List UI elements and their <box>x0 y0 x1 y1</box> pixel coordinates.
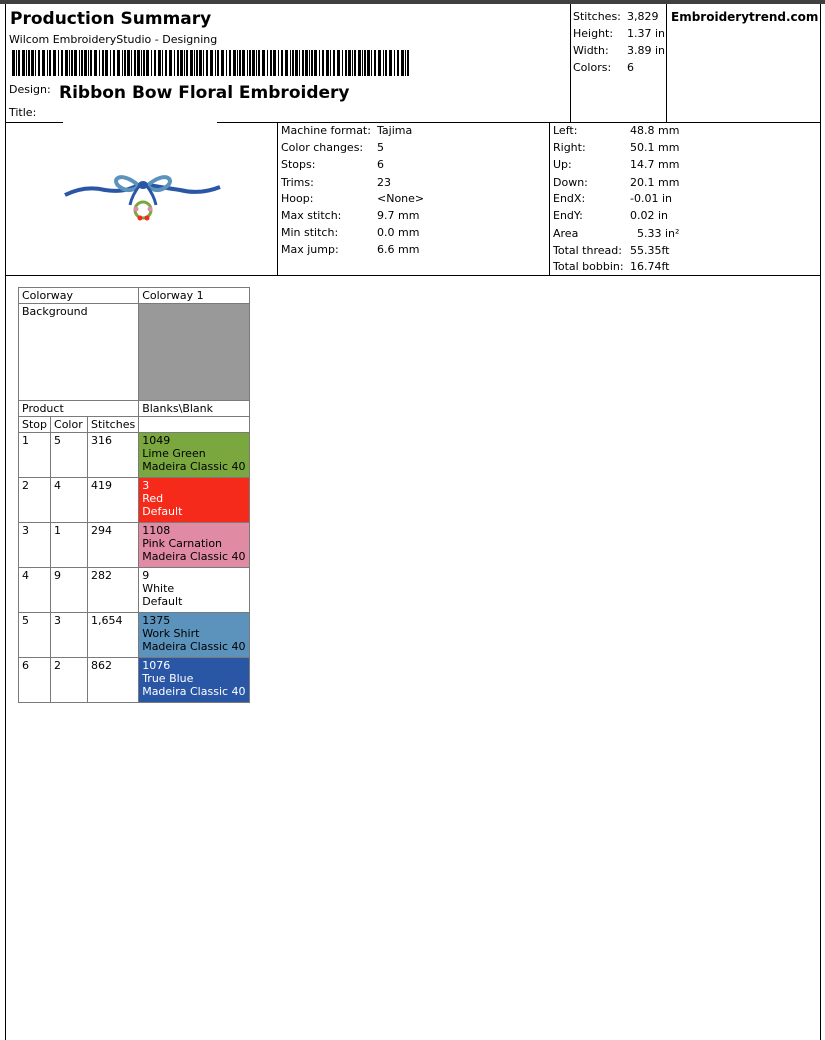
down-value: 20.1 mm <box>630 176 680 189</box>
background-row <box>19 304 250 401</box>
barcode-bar <box>342 50 343 76</box>
design-label: Design: <box>9 83 51 96</box>
barcode-bar <box>154 50 156 76</box>
barcode-bar <box>299 50 300 76</box>
endx-label: EndX: <box>553 192 586 205</box>
barcode-bar <box>362 50 363 76</box>
thread-brand: Madeira Classic 40 <box>142 685 246 698</box>
barcode-bar <box>354 50 356 76</box>
trims-label: Trims: <box>281 176 314 189</box>
barcode-bar <box>352 50 353 76</box>
barcode-bar <box>35 50 36 76</box>
title-gap <box>63 122 217 123</box>
column-header-row <box>19 417 250 433</box>
barcode-bar <box>146 50 149 76</box>
table-row <box>19 658 250 703</box>
table-row <box>19 433 250 478</box>
barcode-bar <box>383 50 384 76</box>
colorway-header-row <box>19 288 250 304</box>
barcode-bar <box>110 50 111 76</box>
barcode-bar <box>226 50 227 76</box>
product-value: Blanks\Blank <box>139 401 250 417</box>
stop-cell: 4 <box>19 568 51 613</box>
thread-swatch <box>139 568 250 613</box>
barcode-bar <box>102 50 104 76</box>
colorway-value: Colorway 1 <box>139 288 250 304</box>
stop-column-header: Stop <box>19 417 51 433</box>
endy-value: 0.02 in <box>630 209 669 222</box>
barcode-bar <box>18 50 20 76</box>
stop-cell: 5 <box>19 613 51 658</box>
barcode-bar <box>71 50 73 76</box>
thread-code: 1049 <box>142 434 171 447</box>
barcode-bar <box>127 50 130 76</box>
barcode-bar <box>273 50 276 76</box>
height-label: Height: <box>573 27 614 40</box>
page-right-border <box>820 4 821 1040</box>
machine-format-value: Tajima <box>377 124 413 137</box>
stop-cell: 2 <box>19 478 51 523</box>
barcode-bar <box>358 50 361 76</box>
barcode-bar <box>221 50 224 76</box>
product-row <box>19 401 250 417</box>
stop-cell: 6 <box>19 658 51 703</box>
thread-code: 1375 <box>142 614 171 627</box>
color-cell: 3 <box>51 613 88 658</box>
max-jump-value: 6.6 mm <box>377 243 420 256</box>
barcode-bar <box>177 50 179 76</box>
thread-swatch <box>139 523 250 568</box>
colors-label: Colors: <box>573 61 612 74</box>
barcode-bar <box>194 50 195 76</box>
left-value: 48.8 mm <box>630 124 680 137</box>
barcode-bar <box>262 50 265 76</box>
barcode-bar <box>367 50 370 76</box>
max-jump-label: Max jump: <box>281 243 339 256</box>
color-cell: 9 <box>51 568 88 613</box>
barcode-bar <box>371 50 372 76</box>
stitches-cell: 419 <box>88 478 139 523</box>
thread-swatch <box>139 658 250 703</box>
barcode-bar <box>199 50 202 76</box>
area-label: Area <box>553 227 579 240</box>
hoop-label: Hoop: <box>281 192 314 205</box>
barcode-bar <box>258 50 260 76</box>
max-stitch-label: Max stitch: <box>281 209 342 222</box>
barcode <box>12 50 410 76</box>
color-cell: 2 <box>51 658 88 703</box>
barcode-bar <box>364 50 366 76</box>
color-changes-label: Color changes: <box>281 141 364 154</box>
thread-swatch <box>139 478 250 523</box>
page-title: Production Summary <box>10 9 212 29</box>
max-stitch-value: 9.7 mm <box>377 209 420 222</box>
barcode-bar <box>190 50 193 76</box>
thread-brand: Madeira Classic 40 <box>142 460 246 473</box>
thread-name: Lime Green <box>142 447 206 460</box>
barcode-bar <box>203 50 204 76</box>
right-label: Right: <box>553 141 586 154</box>
up-value: 14.7 mm <box>630 158 680 171</box>
barcode-bar <box>242 50 245 76</box>
barcode-bar <box>26 50 27 76</box>
min-stitch-label: Min stitch: <box>281 226 339 239</box>
barcode-bar <box>348 50 351 76</box>
min-stitch-value: 0.0 mm <box>377 226 420 239</box>
barcode-bar <box>326 50 329 76</box>
barcode-bar <box>290 50 291 76</box>
up-label: Up: <box>553 158 572 171</box>
barcode-bar <box>309 50 310 76</box>
down-label: Down: <box>553 176 588 189</box>
barcode-bar <box>407 50 409 76</box>
top-border <box>0 0 825 4</box>
color-cell: 5 <box>51 433 88 478</box>
total-thread-value: 55.35ft <box>630 244 670 257</box>
extents-left-divider <box>549 122 550 275</box>
barcode-bar <box>237 50 238 76</box>
design-preview <box>60 165 225 225</box>
color-column-header: Color <box>51 417 88 433</box>
stitches-cell: 316 <box>88 433 139 478</box>
stitches-value: 3,829 <box>627 10 659 23</box>
barcode-bar <box>61 50 63 76</box>
barcode-bar <box>285 50 288 76</box>
right-value: 50.1 mm <box>630 141 680 154</box>
barcode-bar <box>165 50 167 76</box>
barcode-bar <box>374 50 376 76</box>
table-row <box>19 478 250 523</box>
brand-name: Embroiderytrend.com <box>671 10 819 24</box>
barcode-bar <box>394 50 395 76</box>
thread-name: Work Shirt <box>142 627 200 640</box>
barcode-bar <box>53 50 56 76</box>
barcode-bar <box>405 50 406 76</box>
trims-value: 23 <box>377 176 391 189</box>
barcode-bar <box>319 50 320 76</box>
barcode-bar <box>322 50 324 76</box>
barcode-bar <box>196 50 198 76</box>
barcode-bar <box>84 50 87 76</box>
barcode-bar <box>281 50 283 76</box>
barcode-bar <box>90 50 92 76</box>
barcode-bar <box>137 50 140 76</box>
stops-value: 6 <box>377 158 384 171</box>
thread-brand: Madeira Classic 40 <box>142 640 246 653</box>
hoop-value: <None> <box>377 192 425 205</box>
thread-brand: Default <box>142 595 183 608</box>
colors-value: 6 <box>627 61 634 74</box>
barcode-bar <box>16 50 17 76</box>
thread-name: True Blue <box>142 672 194 685</box>
summary-left-divider <box>570 4 571 122</box>
table-row <box>19 613 250 658</box>
page-left-border <box>5 4 6 1040</box>
barcode-bar <box>267 50 268 76</box>
barcode-bar <box>143 50 145 76</box>
machine-format-label: Machine format: <box>281 124 371 137</box>
total-bobbin-value: 16.74ft <box>630 260 670 273</box>
color-cell: 4 <box>51 478 88 523</box>
stitches-column-header: Stitches <box>88 417 139 433</box>
barcode-bar <box>113 50 115 76</box>
barcode-bar <box>134 50 136 76</box>
background-label: Background <box>19 304 139 401</box>
barcode-bar <box>31 50 34 76</box>
barcode-bar <box>99 50 100 76</box>
barcode-bar <box>330 50 331 76</box>
barcode-bar <box>174 50 175 76</box>
background-swatch <box>139 304 250 401</box>
barcode-bar <box>58 50 59 76</box>
barcode-bar <box>215 50 216 76</box>
barcode-bar <box>74 50 77 76</box>
barcode-bar <box>233 50 236 76</box>
barcode-bar <box>311 50 313 76</box>
barcode-bar <box>22 50 25 76</box>
barcode-bar <box>217 50 219 76</box>
thread-name: White <box>142 582 175 595</box>
left-label: Left: <box>553 124 578 137</box>
color-changes-value: 5 <box>377 141 384 154</box>
barcode-bar <box>88 50 89 76</box>
stops-label: Stops: <box>281 158 316 171</box>
endy-label: EndY: <box>553 209 583 222</box>
barcode-bar <box>397 50 399 76</box>
barcode-bar <box>295 50 298 76</box>
barcode-bar <box>249 50 251 76</box>
barcode-bar <box>47 50 48 76</box>
barcode-bar <box>151 50 152 76</box>
area-value: 5.33 in² <box>637 227 680 240</box>
barcode-bar <box>333 50 335 76</box>
barcode-bar <box>278 50 279 76</box>
barcode-bar <box>305 50 308 76</box>
thread-brand: Default <box>142 505 183 518</box>
table-row <box>19 568 250 613</box>
summary-right-divider <box>666 4 667 122</box>
barcode-bar <box>38 50 40 76</box>
barcode-bar <box>206 50 208 76</box>
colorway-table <box>18 287 250 703</box>
height-value: 1.37 in <box>627 27 666 40</box>
thread-code: 1108 <box>142 524 171 537</box>
barcode-bar <box>69 50 70 76</box>
stop-cell: 1 <box>19 433 51 478</box>
thread-column-header <box>139 417 250 433</box>
thread-name: Red <box>142 492 164 505</box>
barcode-bar <box>81 50 83 76</box>
total-bobbin-label: Total bobbin: <box>553 260 624 273</box>
width-value: 3.89 in <box>627 44 666 57</box>
endx-value: -0.01 in <box>630 192 672 205</box>
width-label: Width: <box>573 44 609 57</box>
barcode-bar <box>105 50 108 76</box>
barcode-bar <box>252 50 255 76</box>
barcode-bar <box>247 50 248 76</box>
barcode-bar <box>180 50 183 76</box>
barcode-bar <box>12 50 15 76</box>
barcode-bar <box>162 50 163 76</box>
barcode-bar <box>256 50 257 76</box>
barcode-bar <box>378 50 381 76</box>
stop-cell: 3 <box>19 523 51 568</box>
barcode-bar <box>65 50 68 76</box>
table-row <box>19 523 250 568</box>
barcode-bar <box>28 50 30 76</box>
thread-brand: Madeira Classic 40 <box>142 550 246 563</box>
barcode-bar <box>184 50 185 76</box>
stitches-cell: 282 <box>88 568 139 613</box>
barcode-bar <box>94 50 97 76</box>
barcode-bar <box>79 50 80 76</box>
thread-code: 9 <box>142 569 150 582</box>
colorway-label: Colorway <box>19 288 139 304</box>
barcode-bar <box>401 50 404 76</box>
stitches-cell: 294 <box>88 523 139 568</box>
barcode-bar <box>122 50 123 76</box>
barcode-bar <box>292 50 294 76</box>
barcode-bar <box>124 50 126 76</box>
barcode-bar <box>385 50 387 76</box>
barcode-bar <box>229 50 231 76</box>
machine-left-divider <box>277 122 278 275</box>
barcode-bar <box>117 50 120 76</box>
barcode-bar <box>141 50 142 76</box>
total-thread-label: Total thread: <box>553 244 622 257</box>
title-label: Title: <box>9 106 37 119</box>
barcode-bar <box>158 50 161 76</box>
stitches-cell: 1,654 <box>88 613 139 658</box>
barcode-bar <box>42 50 45 76</box>
thread-name: Pink Carnation <box>142 537 223 550</box>
thread-code: 1076 <box>142 659 171 672</box>
product-label: Product <box>19 401 139 417</box>
software-name: Wilcom EmbroideryStudio - Designing <box>9 33 218 46</box>
barcode-bar <box>186 50 188 76</box>
barcode-bar <box>169 50 172 76</box>
barcode-bar <box>239 50 241 76</box>
thread-swatch <box>139 433 250 478</box>
barcode-bar <box>49 50 51 76</box>
barcode-bar <box>389 50 392 76</box>
stitches-cell: 862 <box>88 658 139 703</box>
info-divider <box>5 275 821 276</box>
design-name: Ribbon Bow Floral Embroidery <box>59 83 350 103</box>
barcode-bar <box>210 50 213 76</box>
thread-swatch <box>139 613 250 658</box>
barcode-bar <box>131 50 132 76</box>
barcode-bar <box>345 50 347 76</box>
barcode-bar <box>302 50 304 76</box>
barcode-bar <box>270 50 272 76</box>
barcode-bar <box>314 50 317 76</box>
stitches-label: Stitches: <box>573 10 621 23</box>
color-cell: 1 <box>51 523 88 568</box>
thread-code: 3 <box>142 479 150 492</box>
barcode-bar <box>337 50 340 76</box>
